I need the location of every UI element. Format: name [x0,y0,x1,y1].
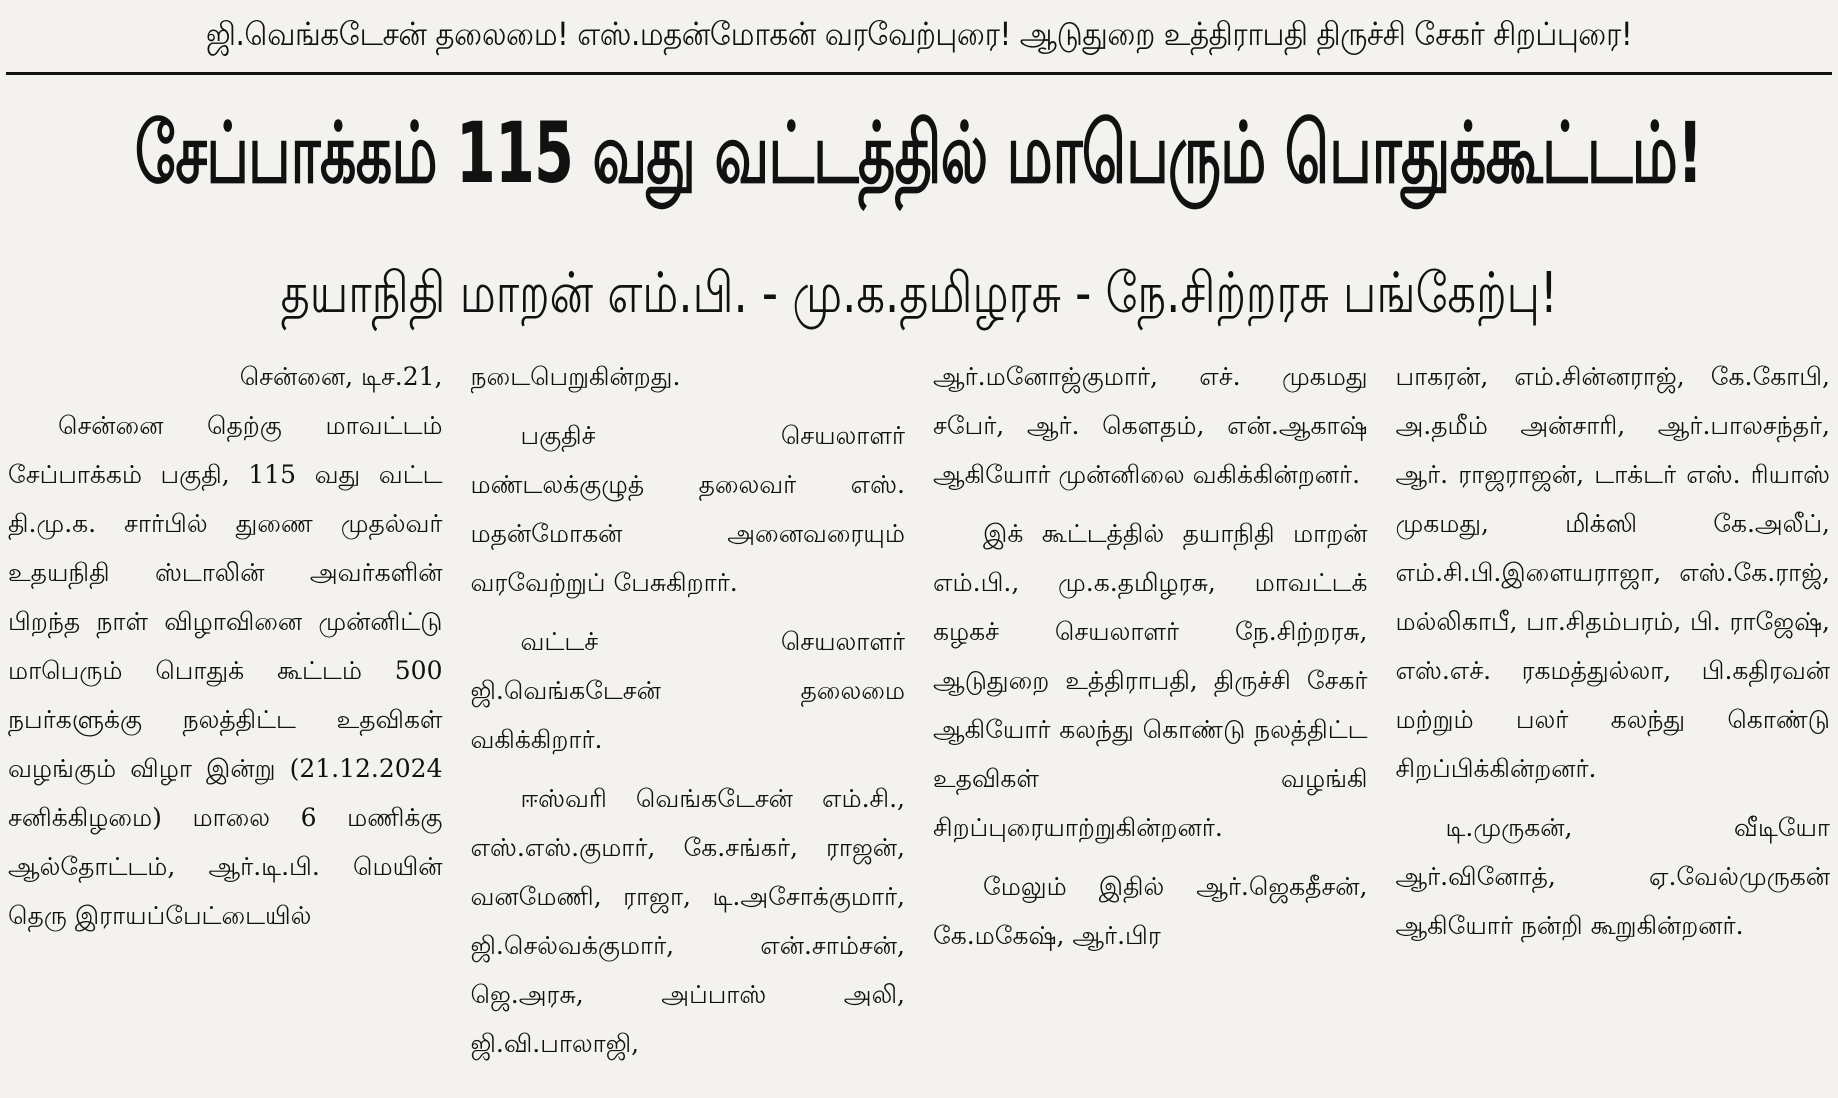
paragraph: டி.முருகன், வீடியோ ஆர்.வினோத், ஏ.வேல்முருகன் ஆகியோர் நன்றி கூறுகின்றனர். [1395,813,1830,940]
top-strip [6,0,1832,75]
paragraph: பாகரன், எம்.சின்னராஜ், கே.கோபி, அ.தமீம் அன்சாரி, ஆர்.பாலசந்தர், ஆர். ராஜராஜன், டாக்டர் எஸ். ரியாஸ் முகமது, மிக்ஸி கே.அலீப், எம்.சி.பி.இளையராஜா, எஸ்.கே.ராஜ், மல்லிகாபீ, பா.சிதம்பரம், பி. ராஜேஷ், எஸ்.எச். ரகமத்துல்லா, பி.கதிரவன் மற்றும் பலர் கலந்து கொண்டு சிறப்பிக்கின்றனர். [1395,362,1830,783]
headline [0,84,1838,234]
paragraph: வட்டச் செயலாளர் ஜி.வெங்கடேசன் தலைமை வகிக்கிறார். [470,627,905,754]
column-2 [471,352,906,1098]
subheadline-text: தயாநிதி மாறன் எம்.பி. - மு.க.தமிழரசு - நே.சிற்றரசு பங்கேற்பு! [280,261,1558,326]
headline-text: சேப்பாக்கம் 115 வது வட்டத்தில் மாபெரும் பொதுக்கூட்டம்! [135,104,1703,202]
paragraph: சென்னை தெற்கு மாவட்டம் சேப்பாக்கம் பகுதி, 115 வது வட்ட தி.மு.க. சார்பில் துணை முதல்வர் உதயநிதி ஸ்டாலின் அவர்களின் பிறந்த நாள் விழாவினை முன்னிட்டு மாபெரும் பொதுக் கூட்டம் 500 நபர்களுக்கு நலத்திட்ட உதவிகள் வழங்கும் விழா இன்று (21.12.2024 சனிக்கிழமை) மாலை 6 மணிக்கு ஆல்தோட்டம், ஆர்.டி.பி. மெயின் தெரு இராயப்பேட்டையில் [8,411,443,930]
column-3 [933,352,1368,1098]
paragraph: ஈஸ்வரி வெங்கடேசன் எம்.சி., எஸ்.எஸ்.குமார், கே.சங்கர், ராஜன், வனமேணி, ராஜா, டி.அசோக்குமார், ஜி.செல்வக்குமார், என்.சாம்சன், ஜெ.அரசு, அப்பாஸ் அலி, ஜி.வி.பாலாஜி, [470,784,905,1058]
paragraph: இக் கூட்டத்தில் தயாநிதி மாறன் எம்.பி., மு.க.தமிழரசு, மாவட்டக் கழகச் செயலாளர் நே.சிற்றரசு, ஆடுதுறை உத்திராபதி, திருச்சி சேகர் ஆகியோர் கலந்து கொண்டு நலத்திட்ட உதவிகள் வழங்கி சிறப்புரையாற்றுகின்றனர். [933,519,1368,842]
article-body [8,352,1830,1098]
column-4 [1396,352,1831,1098]
top-strip-text: ஜி.வெங்கடேசன் தலைமை! எஸ்.மதன்மோகன் வரவேற்புரை! ஆடுதுறை உத்திராபதி திருச்சி சேகர் சிறப்புரை! [205,15,1633,53]
paragraph: நடைபெறுகின்றது. [470,362,681,391]
paragraph: ஆர்.மனோஜ்குமார், எச். முகமது சபேர், ஆர். கௌதம், என்.ஆகாஷ் ஆகியோர் முன்னிலை வகிக்கின்றனர். [933,362,1368,489]
paragraph: மேலும் இதில் ஆர்.ஜெகதீசன், கே.மகேஷ், ஆர்.பிர [933,872,1368,950]
column-1 [8,352,443,1098]
paragraph: பகுதிச் செயலாளர் மண்டலக்குழுத் தலைவர் எஸ். மதன்மோகன் அனைவரையும் வரவேற்றுப் பேசுகிறார். [470,421,905,597]
subheadline [0,252,1838,342]
dateline: சென்னை, டிச.21, [239,362,443,391]
